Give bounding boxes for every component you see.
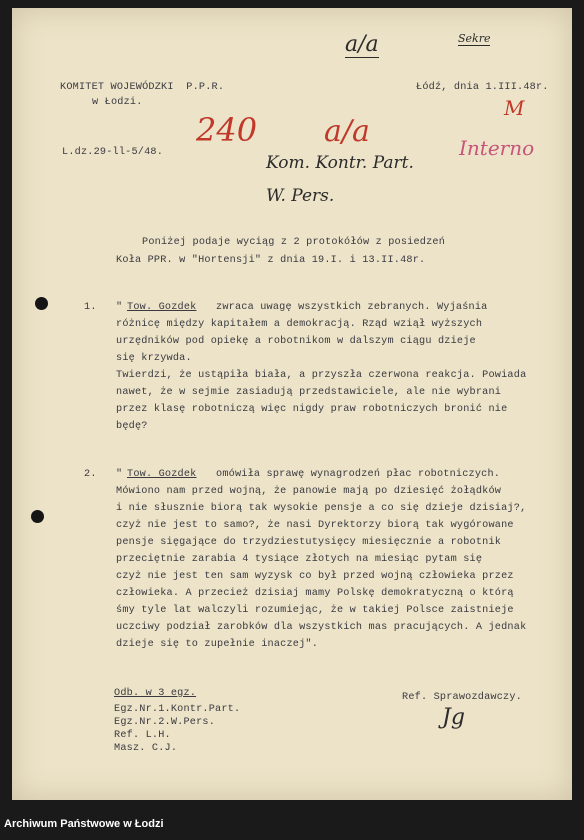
item-2-line: uczciwy podział zarobków dla wszystkich mas pracujących. A jednak bbox=[116, 622, 527, 633]
archive-name: Archiwum Państwowe w Łodzi bbox=[4, 818, 164, 830]
punch-hole-bottom bbox=[31, 510, 44, 523]
handwritten-routing-1: Kom. Kontr. Part. bbox=[266, 153, 414, 173]
item-1-line: Twierdzi, że ustąpiła biała, a przyszła czerwona reakcja. Powiada bbox=[116, 370, 527, 381]
item-1-line: się krzywda. bbox=[116, 353, 192, 364]
item-2-quote: " bbox=[116, 469, 123, 480]
distribution-line: Egz.Nr.1.Kontr.Part. bbox=[114, 704, 241, 715]
org-name-line1: KOMITET WOJEWÓDZKI P.P.R. bbox=[60, 82, 225, 93]
distribution-heading: Odb. w 3 egz. bbox=[114, 688, 197, 699]
handwritten-signature: Jg bbox=[442, 705, 465, 730]
item-1-line: nawet, że w sejmie zasiadują przedstawiciele, ale nie wybrani bbox=[116, 387, 502, 398]
item-2-line: i nie słusznie biorą tak wysokie pensje a co się dzieje dzisiaj?, bbox=[116, 503, 527, 514]
document-date: Łódź, dnia 1.III.48r. bbox=[416, 82, 549, 93]
item-2-speaker: Tow. Gozdek bbox=[127, 469, 197, 480]
handwritten-number: 240 bbox=[196, 111, 258, 149]
item-2-number: 2. bbox=[84, 469, 97, 480]
intro-line-1: Poniżej podaje wyciąg z 2 protokółów z posiedzeń bbox=[142, 237, 446, 248]
reference-number: L.dz.29-ll-5/48. bbox=[62, 147, 164, 158]
item-1-quote: " bbox=[116, 302, 123, 313]
distribution-line: Masz. C.J. bbox=[114, 743, 178, 754]
item-2-line: człowieka. A przecież dzisiaj mamy Polskę demokratyczną o którą bbox=[116, 588, 514, 599]
org-name-line2: w Łodzi. bbox=[92, 97, 143, 108]
handwritten-right-mark: M bbox=[504, 96, 525, 120]
item-2-line: czyż nie jest to samo?, że nasi Dyrektorzy biorą tak wygórowane bbox=[116, 520, 514, 531]
item-1-line: urzędników pod opiekę a robotnikom w dalszym ciągu dzieje bbox=[116, 336, 476, 347]
item-2-line: pensje sięgające do trzydziestutysięcy miesięcznie a robotnik bbox=[116, 537, 502, 548]
item-1-line: będę? bbox=[116, 421, 148, 432]
punch-hole-top bbox=[35, 297, 48, 310]
handwritten-routing-2: W. Pers. bbox=[266, 186, 335, 206]
handwritten-interno: Interno bbox=[459, 136, 535, 160]
handwritten-top-mark: a/a bbox=[345, 32, 379, 57]
item-1-line: różnicę między kapitałem a demokracją. Rząd wziął wyższych bbox=[116, 319, 483, 330]
item-2-line: czyż nie jest ten sam wyzysk co był przed wojną człowieka przez bbox=[116, 571, 514, 582]
item-2-line: Mówiono nam przed wojną, że panowie mają po dziesięć żołądków bbox=[116, 486, 502, 497]
item-1-line: zwraca uwagę wszystkich zebranych. Wyjaśnia bbox=[216, 302, 488, 313]
item-2-line: omówiła sprawę wynagrodzeń płac robotniczych. bbox=[216, 469, 501, 480]
item-1-number: 1. bbox=[84, 302, 97, 313]
archive-footer bbox=[0, 808, 584, 840]
document-sheet bbox=[12, 8, 572, 800]
item-2-line: śmy tyle lat walczyli rozumiejąc, że w takiej Polsce zaistnieje bbox=[116, 605, 514, 616]
distribution-line: Ref. L.H. bbox=[114, 730, 171, 741]
item-2-line: dzieje się to zupełnie inaczej". bbox=[116, 639, 319, 650]
handwritten-top-right: Sekre bbox=[458, 32, 491, 45]
distribution-line: Egz.Nr.2.W.Pers. bbox=[114, 717, 216, 728]
item-2-line: przeciętnie zarabia 4 tysiące złotych na miesiąc pytam się bbox=[116, 554, 483, 565]
handwritten-number-suffix: a/a bbox=[324, 114, 370, 149]
reporter-signature-label: Ref. Sprawozdawczy. bbox=[402, 692, 522, 703]
item-1-speaker: Tow. Gozdek bbox=[127, 302, 197, 313]
intro-line-2: Koła PPR. w "Hortensji" z dnia 19.I. i 13.II.48r. bbox=[116, 255, 426, 266]
item-1-line: przez klasę robotniczą więc nigdy praw robotniczych bronić nie bbox=[116, 404, 508, 415]
